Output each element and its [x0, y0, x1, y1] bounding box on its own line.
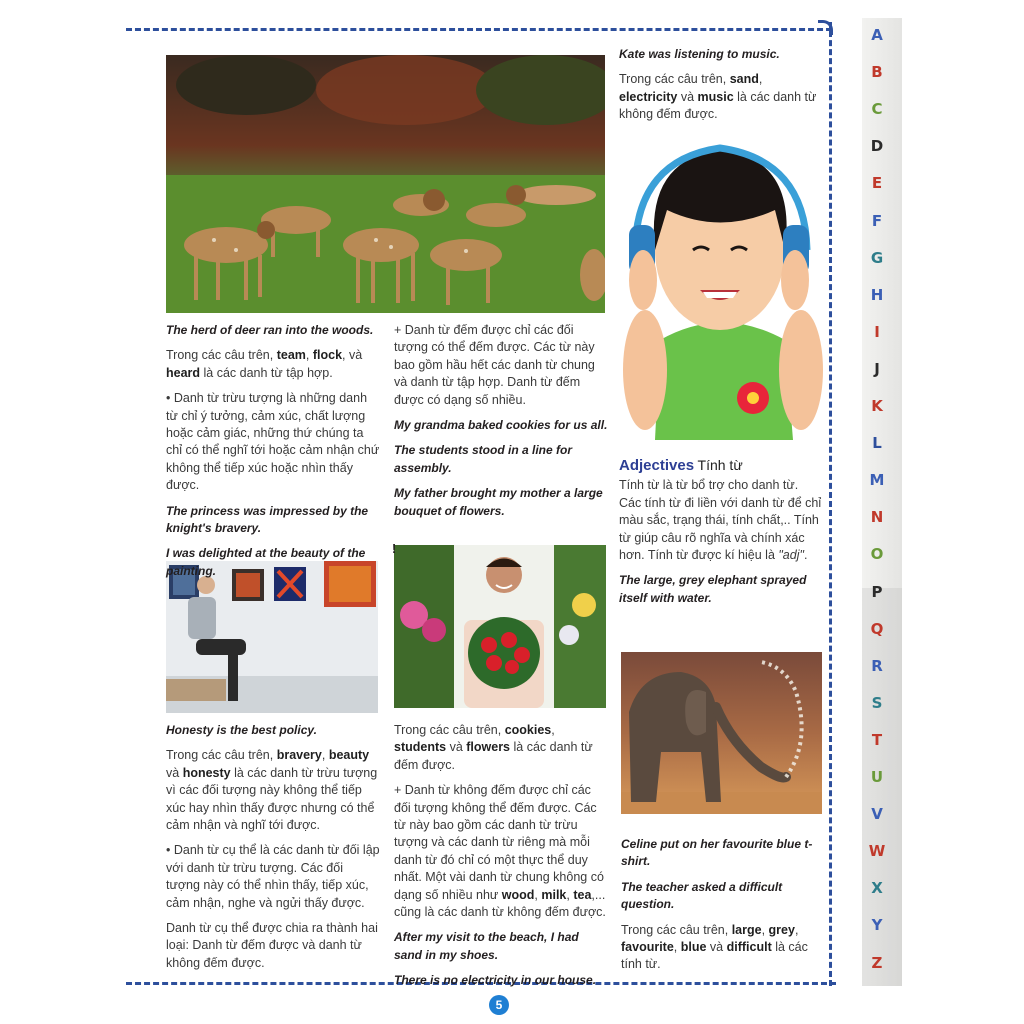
- example-sentence: I was delighted at the beauty of the painting.: [166, 546, 366, 578]
- section-heading-vi: Tính từ: [697, 457, 743, 473]
- alphabet-letter-y[interactable]: Y: [871, 916, 883, 935]
- example-sentence: The herd of deer ran into the woods.: [166, 323, 374, 337]
- deer-herd-photo: [166, 55, 605, 313]
- page-frame-right: [829, 22, 832, 986]
- alphabet-letter-g[interactable]: G: [870, 248, 884, 267]
- alphabet-letter-p[interactable]: P: [871, 582, 883, 601]
- paragraph: Trong các câu trên, large, grey, favourite, blue và difficult là các tính từ.: [621, 922, 808, 972]
- example-sentence: Kate was listening to music.: [619, 47, 780, 61]
- example-sentence: My father brought my mother a large bouquet of flowers.: [394, 486, 603, 518]
- section-heading: [619, 457, 823, 475]
- alphabet-letter-m[interactable]: M: [869, 471, 885, 490]
- alphabet-letter-o[interactable]: O: [870, 545, 884, 564]
- example-sentence: The teacher asked a difficult question.: [621, 879, 783, 912]
- paragraph: Trong các câu trên, bravery, beauty và honesty là các danh từ trừu tượng vì các đối tượng này không thể tiếp xúc hay nhìn thấy được nhưng có thể cảm nhận và nghĩ tới được.: [166, 748, 378, 833]
- example-sentence: Celine put on her favourite blue t-shirt.: [621, 837, 813, 869]
- example-sentence: The princess was impressed by the knight's bravery.: [166, 503, 369, 536]
- paragraph: Trong các câu trên, sand, electricity và music là các danh từ không đếm được.: [619, 72, 817, 122]
- middle-column-lower: [394, 722, 610, 998]
- paragraph: • Danh từ cụ thể là các danh từ đối lập với danh từ trừu tượng. Các đối tượng này có thể nhìn thấy, tiếp xúc, cảm nhận, nghe và ngửi thấy được.: [166, 843, 380, 910]
- alphabet-letter-j[interactable]: J: [874, 359, 880, 378]
- right-column-top: [619, 46, 823, 132]
- alphabet-letter-i[interactable]: I: [874, 322, 880, 341]
- page-number-badge: 5: [489, 995, 509, 1015]
- paragraph: Trong các câu trên, team, flock, và heard là các danh từ tập hợp.: [166, 348, 363, 380]
- example-sentence: The students stood in a line for assembly.: [394, 443, 573, 475]
- alphabet-index-tab: [862, 18, 902, 986]
- alphabet-letter-u[interactable]: U: [870, 768, 884, 786]
- adjectives-section: [619, 457, 823, 615]
- alphabet-letter-f[interactable]: F: [871, 211, 883, 230]
- alphabet-letter-t[interactable]: T: [871, 730, 883, 749]
- alphabet-letter-z[interactable]: Z: [871, 953, 883, 972]
- alphabet-letter-b[interactable]: B: [871, 63, 883, 82]
- paragraph: + Danh từ không đếm được chỉ các đối tượng không thể đếm được. Các từ này bao gồm các danh từ trừu tượng và các danh từ riêng mà mỗi danh từ đó chỉ có một thực thể duy nhất. Một vài danh từ chung không có dạng số nhiều như wood, milk, tea,... cũng là các danh từ không đếm được.: [394, 783, 606, 920]
- paragraph: • Danh từ trừu tượng là những danh từ chỉ ý tưởng, cảm xúc, chất lượng hoặc cảm giác, những thứ chúng ta chỉ có thể nghĩ tới hoặc cảm nhận chứ không thể tiếp xúc hoặc nhìn thấy được.: [166, 391, 380, 493]
- paragraph: Trong các câu trên, cookies, students và flowers là các danh từ đếm được.: [394, 723, 593, 772]
- example-sentence: After my visit to the beach, I had sand in my shoes.: [394, 930, 579, 962]
- alphabet-letter-q[interactable]: Q: [870, 619, 884, 638]
- middle-column-upper: [394, 322, 608, 528]
- example-sentence: My grandma baked cookies for us all.: [394, 418, 608, 433]
- alphabet-letter-v[interactable]: V: [871, 805, 883, 824]
- alphabet-letter-n[interactable]: N: [870, 508, 884, 527]
- alphabet-letter-e[interactable]: E: [871, 174, 883, 193]
- alphabet-letter-c[interactable]: C: [871, 100, 883, 119]
- alphabet-letter-s[interactable]: S: [871, 693, 883, 712]
- left-column-upper: [166, 322, 380, 588]
- elephant-spraying-photo: [621, 652, 822, 814]
- alphabet-letter-w[interactable]: W: [868, 842, 886, 861]
- paragraph: Tính từ là từ bổ trợ cho danh từ. Các tính từ đi liền với danh từ để chỉ màu sắc, trạng thái, tính chất,.. Tính từ giúp câu rõ nghĩa và chính xác hơn. Tính từ được kí hiệu là "adj".: [619, 478, 822, 563]
- alphabet-letter-h[interactable]: H: [870, 285, 884, 304]
- alphabet-letter-d[interactable]: D: [870, 137, 884, 156]
- alphabet-letter-a[interactable]: A: [871, 26, 883, 44]
- alphabet-letter-k[interactable]: K: [871, 397, 883, 415]
- example-sentence: Honesty is the best policy.: [166, 723, 317, 737]
- example-sentence: The large, grey elephant sprayed itself with water.: [619, 573, 807, 605]
- man-flowers-photo: [394, 545, 606, 708]
- section-heading-en: Adjectives: [619, 457, 695, 474]
- right-column-bottom: [621, 836, 825, 982]
- girl-headphones-photo: [615, 140, 829, 440]
- page-frame-top: [126, 28, 832, 31]
- alphabet-letter-r[interactable]: R: [871, 656, 883, 675]
- stray-mark: !: [392, 542, 397, 556]
- left-column-lower: [166, 722, 380, 980]
- alphabet-letter-l[interactable]: L: [872, 434, 882, 453]
- alphabet-letter-x[interactable]: X: [871, 879, 883, 898]
- paragraph: Danh từ cụ thể được chia ra thành hai loại: Danh từ đếm được và danh từ không đếm được.: [166, 921, 378, 970]
- example-sentence: There is no electricity in our house.: [394, 973, 597, 988]
- paragraph: + Danh từ đếm được chỉ các đối tượng có thể đếm được. Các từ này bao gồm hầu hết các danh từ chung và danh từ tập hợp. Danh từ đếm được có dạng số nhiều.: [394, 323, 595, 407]
